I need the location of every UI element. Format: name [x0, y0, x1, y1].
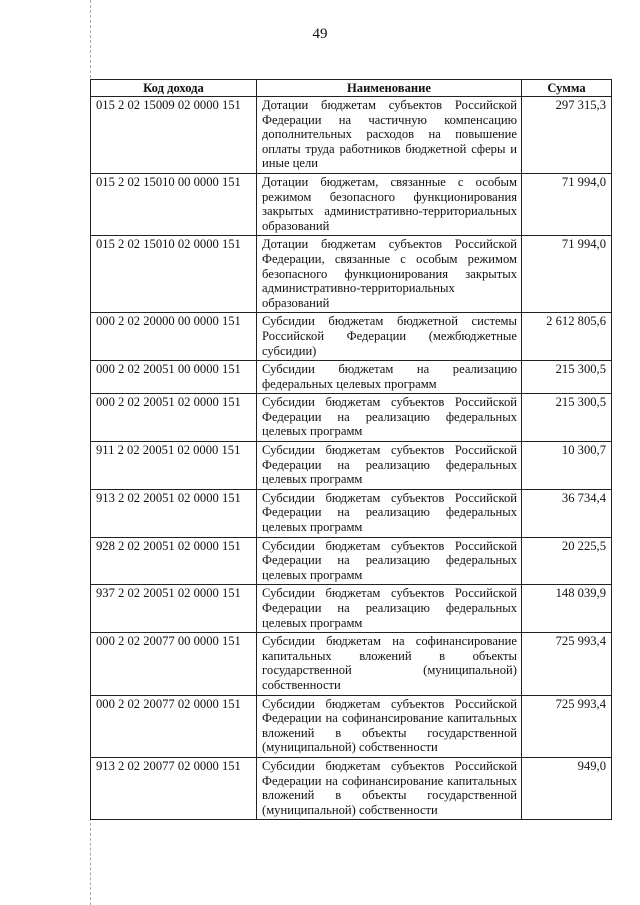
row-sum: 71 994,0 — [522, 236, 612, 313]
row-code: 015 2 02 15010 02 0000 151 — [91, 236, 257, 313]
header-code: Код дохода — [91, 80, 257, 97]
revenue-table-wrapper — [90, 79, 611, 820]
row-sum: 297 315,3 — [522, 97, 612, 174]
row-sum: 10 300,7 — [522, 442, 612, 490]
row-name: Субсидии бюджетам на реализацию федеральных целевых программ — [257, 361, 522, 394]
row-name: Субсидии бюджетам субъектов Российской Федерации на реализацию федеральных целевых программ — [257, 537, 522, 585]
row-name: Субсидии бюджетам субъектов Российской Федерации на реализацию федеральных целевых программ — [257, 489, 522, 537]
row-name: Субсидии бюджетам субъектов Российской Федерации на реализацию федеральных целевых программ — [257, 394, 522, 442]
table-row — [91, 442, 612, 490]
row-sum: 725 993,4 — [522, 695, 612, 757]
row-sum: 71 994,0 — [522, 173, 612, 235]
table-row — [91, 757, 612, 819]
row-code: 913 2 02 20077 02 0000 151 — [91, 757, 257, 819]
row-sum: 949,0 — [522, 757, 612, 819]
row-code: 913 2 02 20051 02 0000 151 — [91, 489, 257, 537]
row-name: Субсидии бюджетам бюджетной системы Российской Федерации (межбюджетные субсидии) — [257, 313, 522, 361]
table-row — [91, 313, 612, 361]
header-name: Наименование — [257, 80, 522, 97]
row-name: Субсидии бюджетам на софинансирование капитальных вложений в объекты государственной (муниципальной) собственности — [257, 633, 522, 695]
row-code: 911 2 02 20051 02 0000 151 — [91, 442, 257, 490]
row-sum: 2 612 805,6 — [522, 313, 612, 361]
row-sum: 215 300,5 — [522, 361, 612, 394]
page-number: 49 — [312, 26, 328, 42]
row-code: 000 2 02 20051 00 0000 151 — [91, 361, 257, 394]
table-row — [91, 361, 612, 394]
table-row — [91, 173, 612, 235]
table-row — [91, 394, 612, 442]
row-sum: 148 039,9 — [522, 585, 612, 633]
row-name: Субсидии бюджетам субъектов Российской Федерации на софинансирование капитальных вложений в объекты государственной (муниципальной) собственности — [257, 695, 522, 757]
margin-line-bottom — [90, 818, 91, 905]
table-row — [91, 537, 612, 585]
table-body — [91, 97, 612, 820]
row-name: Субсидии бюджетам субъектов Российской Федерации на реализацию федеральных целевых программ — [257, 585, 522, 633]
table-row — [91, 236, 612, 313]
header-sum: Сумма — [522, 80, 612, 97]
revenue-table — [90, 79, 612, 820]
row-name: Дотации бюджетам, связанные с особым режимом безопасного функционирования закрытых административно-территориальных образований — [257, 173, 522, 235]
row-name: Субсидии бюджетам субъектов Российской Федерации на софинансирование капитальных вложений в объекты государственной (муниципальной) собственности — [257, 757, 522, 819]
row-name: Дотации бюджетам субъектов Российской Федерации, связанные с особым режимом безопасного функционирования закрытых административно-территориальных образований — [257, 236, 522, 313]
row-code: 000 2 02 20077 00 0000 151 — [91, 633, 257, 695]
row-code: 015 2 02 15010 00 0000 151 — [91, 173, 257, 235]
table-row — [91, 489, 612, 537]
row-code: 928 2 02 20051 02 0000 151 — [91, 537, 257, 585]
row-code: 000 2 02 20000 00 0000 151 — [91, 313, 257, 361]
row-sum: 725 993,4 — [522, 633, 612, 695]
row-sum: 215 300,5 — [522, 394, 612, 442]
table-row — [91, 585, 612, 633]
row-sum: 36 734,4 — [522, 489, 612, 537]
table-row — [91, 695, 612, 757]
row-sum: 20 225,5 — [522, 537, 612, 585]
table-row — [91, 97, 612, 174]
row-code: 000 2 02 20077 02 0000 151 — [91, 695, 257, 757]
table-header-row — [91, 80, 612, 97]
row-code: 937 2 02 20051 02 0000 151 — [91, 585, 257, 633]
row-code: 015 2 02 15009 02 0000 151 — [91, 97, 257, 174]
row-code: 000 2 02 20051 02 0000 151 — [91, 394, 257, 442]
table-row — [91, 633, 612, 695]
row-name: Субсидии бюджетам субъектов Российской Федерации на реализацию федеральных целевых программ — [257, 442, 522, 490]
row-name: Дотации бюджетам субъектов Российской Федерации на частичную компенсацию дополнительных расходов на повышение оплаты труда работников бюджетной сферы и иные цели — [257, 97, 522, 174]
